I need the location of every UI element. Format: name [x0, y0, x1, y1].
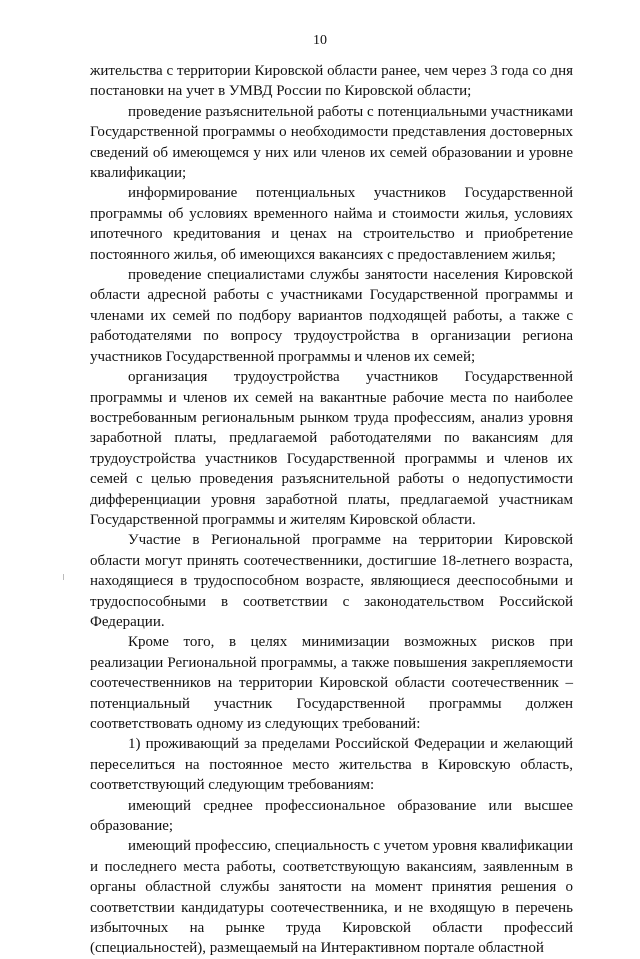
paragraph: проведение разъяснительной работы с потенциальными участниками Государственной программы о необходимости представления достоверных сведений об имеющемся у них или членов их семей образовании и уровне квалификации; [90, 103, 573, 182]
paragraph: имеющий среднее профессиональное образование или высшее образование; [90, 797, 573, 835]
margin-mark [63, 574, 64, 580]
paragraph: организация трудоустройства участников Государственной программы и членов их семей на вакантные рабочие места по наиболее востребованным региональным рынком труда профессиям, анализ уровня заработной платы, предлагаемой работодателями по вакансиям для трудоустройства участников Государственной программы и членов их семей с целью проведения разъяснительной работы о недопустимости дифференциации уровня заработной платы, предлагаемой участникам Государственной программы и жителям Кировской области. [90, 369, 573, 528]
paragraph: Участие в Региональной программе на территории Кировской области могут принять соотечественники, достигшие 18-летнего возраста, находящиеся в трудоспособном возрасте, являющиеся дееспособными и трудоспособными в соответствии с законодательством Российской Федерации. [90, 532, 573, 630]
paragraph: проведение специалистами службы занятости населения Кировской области адресной работы с участниками Государственной программы и членами их семей по подбору вариантов подходящей работы, а также с работодателями по вопросу трудоустройства в организации региона участников Государственной программы и членов их семей; [90, 267, 573, 365]
page-number: 10 [313, 33, 327, 48]
paragraph-list-item: 1) проживающий за пределами Российской Федерации и желающий переселиться на постоянное место жительства в Кировскую область, соответствующий следующим требованиям: [90, 736, 573, 794]
paragraph: информирование потенциальных участников Государственной программы об условиях временного найма и стоимости жилья, условиях ипотечного кредитования и ценах на строительство и приобретение постоянного жилья, об имеющихся вакансиях с предоставлением жилья; [90, 185, 573, 263]
paragraph-continuation: жительства с территории Кировской области ранее, чем через 3 года со дня постановки на учет в УМВД России по Кировской области; [90, 63, 573, 100]
paragraph: имеющий профессию, специальность с учетом уровня квалификации и последнего места работы, соответствующую вакансиям, заявленным в органы областной службы занятости на момент принятия решения о соответствии кандидатуры соотечественника, и не входящую в перечень избыточных на рынке труда Кировской области профессий (специальностей), размещаемый на Интерактивном портале областной [90, 838, 573, 957]
document-body [90, 61, 573, 959]
paragraph: Кроме того, в целях минимизации возможных рисков при реализации Региональной программы, а также повышения закрепляемости соотечественников на территории Кировской области соотечественник – потенциальный участник Государственной программы должен соответствовать одному из следующих требований: [90, 634, 573, 732]
